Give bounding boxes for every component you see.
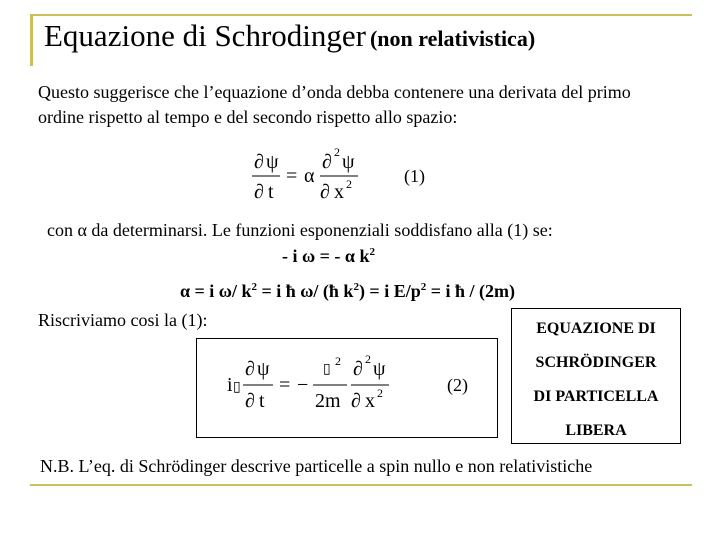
label-line-1: EQUAZIONE DI xyxy=(536,320,656,337)
eq2-psi-num: ψ xyxy=(373,358,386,380)
eq2-t: t xyxy=(259,390,265,412)
label-line-2: SCHRÖDINGER xyxy=(535,354,657,371)
equation-label-box xyxy=(511,308,681,444)
alpha-sup2: 2 xyxy=(353,281,359,293)
eq1-partial-top: ∂ xyxy=(254,151,264,173)
eq1-sup-den: 2 xyxy=(346,177,352,191)
alpha-part3: ) = i E/p xyxy=(358,281,421,301)
footnote: N.B. L’eq. di Schrödinger descrive particelle a spin nullo e non relativistiche xyxy=(40,456,593,476)
text-line-1: con α da determinarsi. Le funzioni esponenziali soddisfano alla (1) se: xyxy=(47,220,553,240)
eq2-x: x xyxy=(365,390,375,412)
eq1-alpha: α xyxy=(304,165,315,187)
title-main: Equazione di Schrodinger xyxy=(44,18,366,53)
alpha-part2: = i ħ ω/ (ħ k xyxy=(256,281,354,301)
label-line-3: DI PARTICELLA xyxy=(533,388,659,405)
alpha-sup1: 2 xyxy=(251,281,257,293)
alpha-part4: = i ħ / (2m) xyxy=(426,281,515,301)
title-subtitle: (non relativistica) xyxy=(369,26,536,51)
text-line-4: Riscriviamo cosi la (1): xyxy=(38,310,208,330)
equation-1 xyxy=(252,146,442,206)
eq1-number: (1) xyxy=(404,166,425,186)
eq2-number: (2) xyxy=(447,375,468,395)
bottom-divider xyxy=(30,484,692,486)
eq2-partial-den: ∂ xyxy=(351,390,361,412)
dispersion-text: - i ω = - α k xyxy=(282,246,370,266)
eq2-partial-num: ∂ xyxy=(353,358,363,380)
alpha-sup3: 2 xyxy=(420,281,427,293)
eq2-hbar-box: ▯ xyxy=(233,380,241,395)
eq2-sup-num: 2 xyxy=(365,352,371,366)
eq2-2m: 2m xyxy=(315,390,341,412)
equation-2 xyxy=(197,339,497,437)
eq2-partial-top: ∂ xyxy=(245,358,255,380)
eq1-partial-den: ∂ xyxy=(320,181,330,203)
eq2-i: i xyxy=(227,374,233,396)
slide-title xyxy=(44,18,535,54)
eq2-psi-top: ψ xyxy=(257,358,270,380)
eq2-minus: − xyxy=(297,374,309,396)
alpha-derivation xyxy=(180,281,515,302)
eq1-partial-num: ∂ xyxy=(322,151,332,173)
eq2-sup-hbar: 2 xyxy=(335,354,341,368)
eq1-psi-top: ψ xyxy=(266,151,279,173)
eq2-hbar-num: ▯ xyxy=(323,362,331,377)
eq1-x: x xyxy=(334,181,344,203)
label-line-4: LIBERA xyxy=(565,422,627,439)
eq2-equals: = xyxy=(279,374,291,396)
equation-2-box xyxy=(196,338,498,438)
top-divider xyxy=(30,14,692,16)
eq1-psi-num: ψ xyxy=(342,151,355,173)
title-accent-bar xyxy=(30,14,33,66)
eq1-partial-bottom: ∂ xyxy=(254,181,264,203)
eq2-partial-bottom: ∂ xyxy=(245,390,255,412)
intro-paragraph: Questo suggerisce che l’equazione d’onda debba contenere una derivata del primo ordine rispetto al tempo e del secondo rispetto allo spazio: xyxy=(38,82,631,127)
eq1-t: t xyxy=(268,181,274,203)
eq1-sup-num: 2 xyxy=(334,146,340,159)
eq2-sup-den: 2 xyxy=(377,386,383,400)
eq1-equals: = xyxy=(286,165,298,187)
alpha-part1: α = i ω/ k xyxy=(180,281,252,301)
dispersion-sup: 2 xyxy=(369,246,375,258)
dispersion-relation xyxy=(282,246,375,267)
